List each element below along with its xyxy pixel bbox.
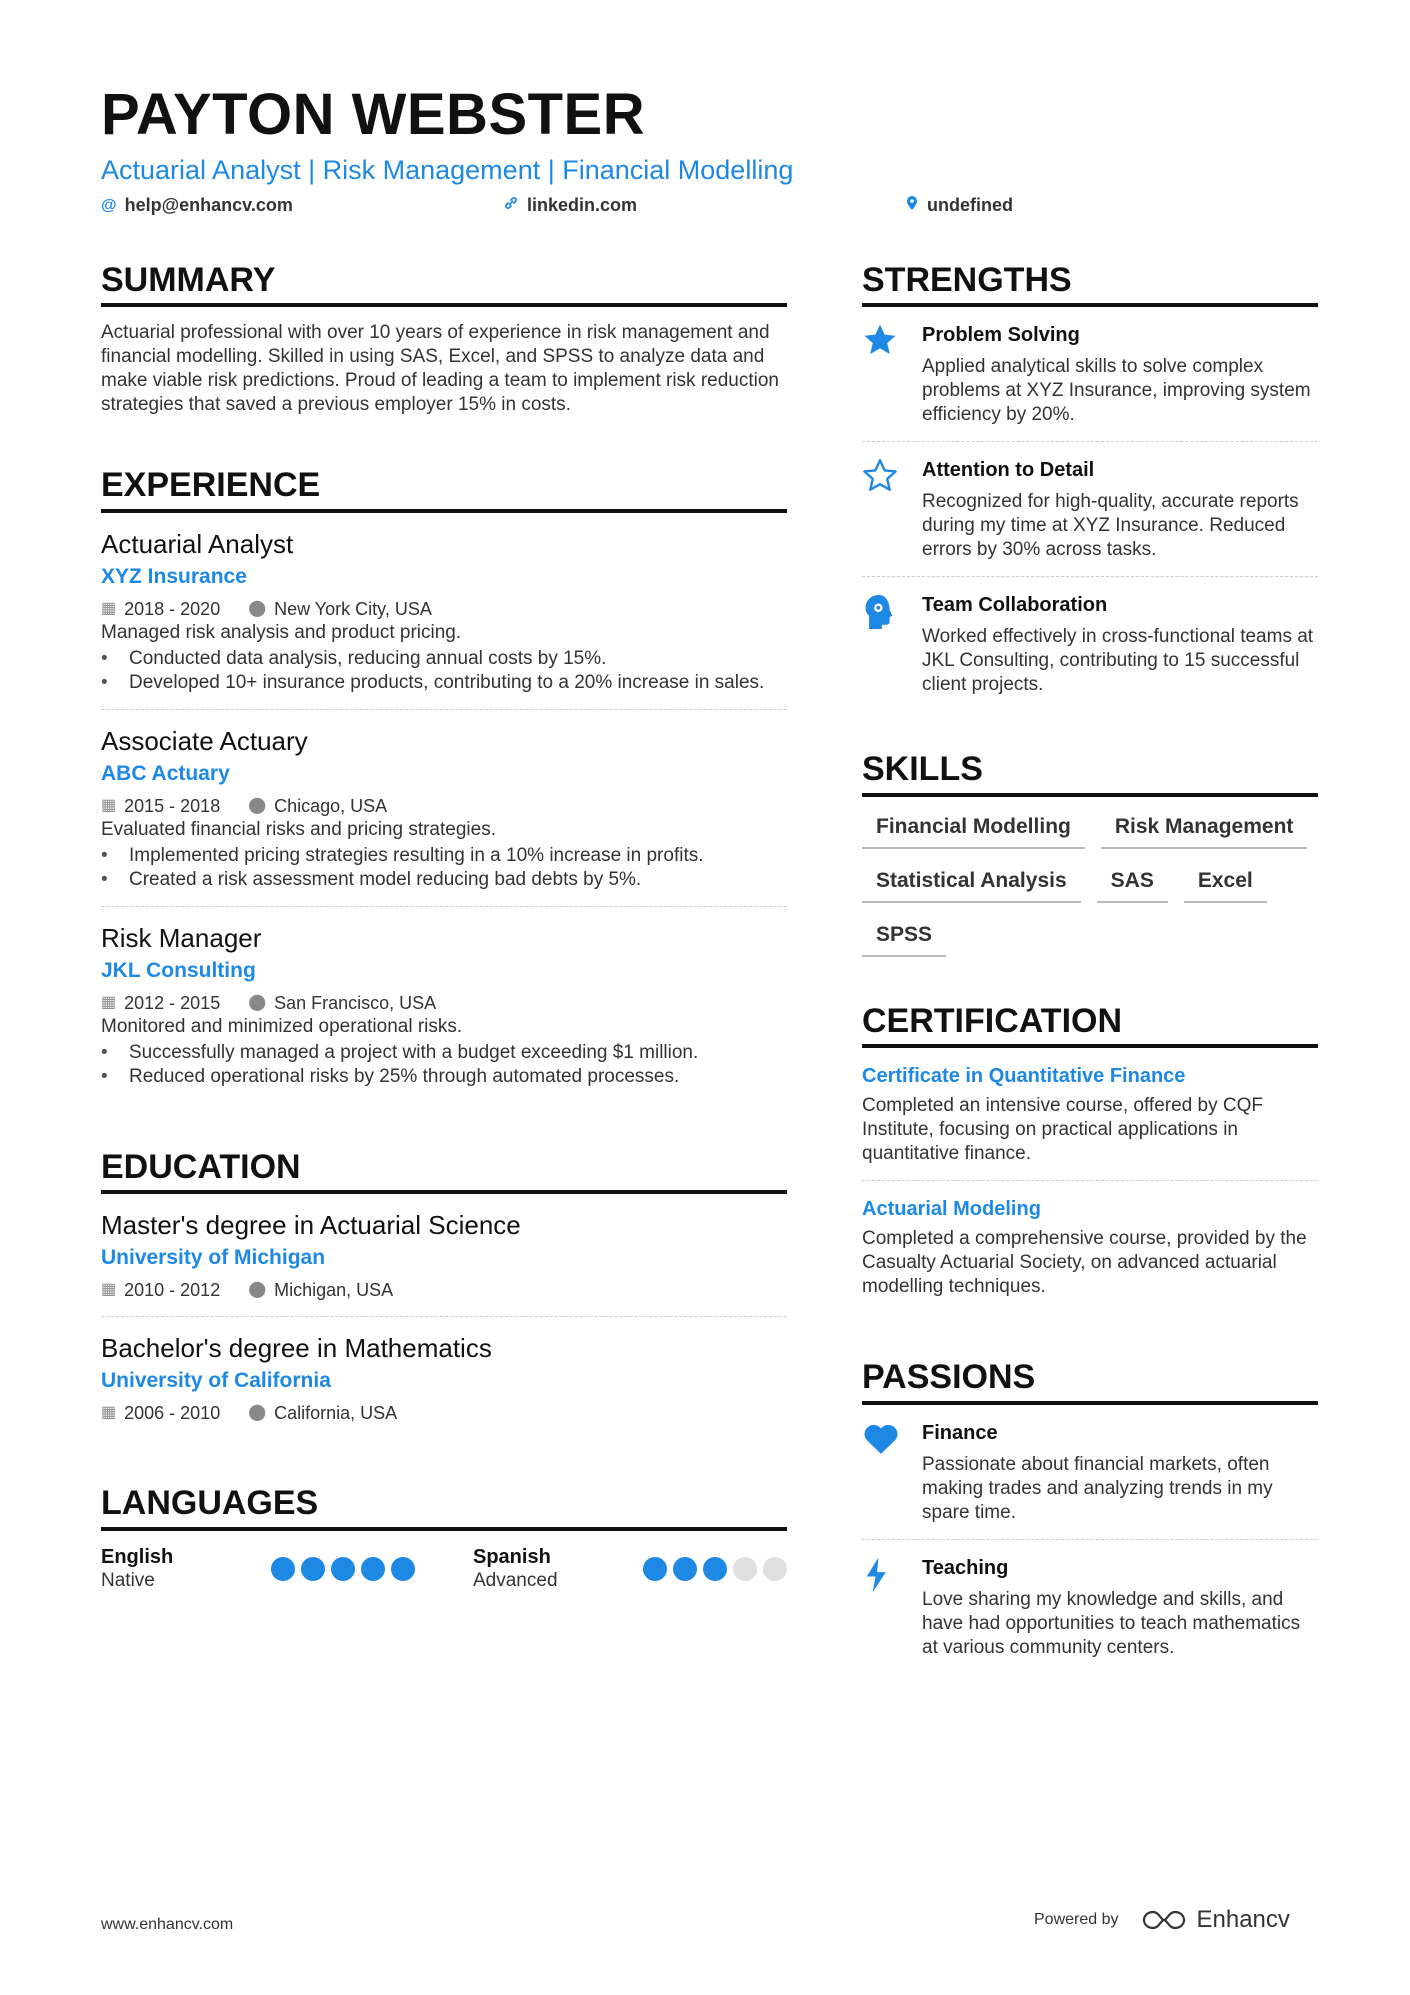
job-meta xyxy=(101,597,787,621)
job-dates: 2018 - 2020 xyxy=(124,598,221,619)
skill-list xyxy=(862,811,1318,957)
summary-section xyxy=(101,262,787,417)
job-bullet: • Reduced operational risks by 25% through automated processes. xyxy=(101,1065,787,1089)
strength-description: Applied analytical skills to solve complex problems at XYZ Insurance, improving system efficiency by 20%. xyxy=(922,356,1311,426)
powered-by-label: Powered by xyxy=(1034,1911,1119,1928)
job-bullet: • Created a risk assessment model reducing bad debts by 5%. xyxy=(101,868,787,892)
job-title: Actuarial Analyst xyxy=(101,528,294,559)
head-gear-icon xyxy=(862,591,902,697)
company-name: ABC Actuary xyxy=(101,761,230,785)
degree-title: Bachelor's degree in Mathematics xyxy=(101,1333,492,1364)
strength-title: Problem Solving xyxy=(922,324,1080,347)
enhancv-logo[interactable] xyxy=(1141,1906,1290,1934)
strength-description: Worked effectively in cross-functional teams at JKL Consulting, contributing to 15 successful client projects. xyxy=(922,626,1314,696)
section-title-certification: CERTIFICATION xyxy=(862,1003,1318,1048)
rating-dot-filled xyxy=(643,1557,667,1581)
footer-branding xyxy=(1034,1906,1290,1934)
section-title-summary: SUMMARY xyxy=(101,262,787,307)
calendar-icon: ▦ xyxy=(101,993,117,1011)
job-description: Managed risk analysis and product pricing. xyxy=(101,621,462,643)
language-name: Spanish xyxy=(473,1545,551,1568)
heart-icon xyxy=(862,1419,902,1525)
education-meta xyxy=(101,1278,787,1302)
calendar-icon: ▦ xyxy=(101,1281,117,1299)
map-pin-icon: ⬤ xyxy=(248,993,267,1011)
company-name: XYZ Insurance xyxy=(101,564,247,588)
rating-dot-filled xyxy=(331,1557,355,1581)
strength-item xyxy=(862,456,1318,577)
passion-description: Love sharing my knowledge and skills, and have had opportunities to teach mathematics at various community centers. xyxy=(922,1588,1301,1658)
job-bullet: • Successfully managed a project with a budget exceeding $1 million. xyxy=(101,1041,787,1065)
link-icon xyxy=(503,195,519,216)
section-title-education: EDUCATION xyxy=(101,1149,787,1194)
right-column xyxy=(862,262,1318,1674)
education-meta xyxy=(101,1401,787,1425)
section-title-strengths: STRENGTHS xyxy=(862,262,1318,307)
job-description: Evaluated financial risks and pricing strategies. xyxy=(101,818,496,840)
contact-location xyxy=(905,195,1013,216)
education-entry xyxy=(101,1208,787,1317)
lightning-icon xyxy=(862,1554,902,1660)
section-title-languages: LANGUAGES xyxy=(101,1485,787,1530)
candidate-tagline: Actuarial Analyst | Risk Management | Financial Modelling xyxy=(101,155,794,185)
strength-item xyxy=(862,591,1318,711)
job-location: San Francisco, USA xyxy=(274,992,437,1013)
job-entry xyxy=(101,724,787,907)
education-dates: 2006 - 2010 xyxy=(124,1403,221,1424)
strength-title: Attention to Detail xyxy=(922,459,1095,482)
job-dates: 2015 - 2018 xyxy=(124,795,221,816)
rating-dot-empty xyxy=(733,1557,757,1581)
certification-description: Completed a comprehensive course, provided by the Casualty Actuarial Society, on advanced actuarial modelling techniques. xyxy=(862,1228,1307,1298)
job-meta xyxy=(101,991,787,1015)
section-title-skills: SKILLS xyxy=(862,751,1318,796)
summary-text: Actuarial professional with over 10 years of experience in risk management and financial modelling. Skilled in using SAS, Excel, and SPSS to analyze data and make viable risk predictions. Proud of leading a team to implement risk reduction strategies that saved a previous employer 15% in costs. xyxy=(101,322,779,416)
strength-title: Team Collaboration xyxy=(922,594,1108,617)
rating-dot-filled xyxy=(673,1557,697,1581)
calendar-icon: ▦ xyxy=(101,1404,117,1422)
certification-title: Certificate in Quantitative Finance xyxy=(862,1065,1186,1088)
language-name: English xyxy=(101,1545,174,1568)
passion-title: Teaching xyxy=(922,1556,1009,1579)
rating-dot-filled xyxy=(361,1557,385,1581)
job-entry xyxy=(101,921,787,1103)
at-icon: @ xyxy=(101,196,117,214)
map-pin-icon: ⬤ xyxy=(248,1404,267,1422)
passions-section xyxy=(862,1359,1318,1673)
education-location: Michigan, USA xyxy=(274,1280,394,1301)
education-section xyxy=(101,1149,787,1439)
language-item xyxy=(101,1545,415,1593)
job-location: Chicago, USA xyxy=(274,795,388,816)
certification-section xyxy=(862,1003,1318,1313)
infinity-logo-icon xyxy=(1141,1908,1187,1932)
job-bullet: • Conducted data analysis, reducing annual costs by 15%. xyxy=(101,647,787,671)
passion-item xyxy=(862,1554,1318,1674)
star-outline-icon xyxy=(862,456,902,562)
passion-item xyxy=(862,1419,1318,1540)
job-dates: 2012 - 2015 xyxy=(124,992,221,1013)
strengths-section xyxy=(862,262,1318,711)
job-title: Risk Manager xyxy=(101,922,262,953)
job-bullets xyxy=(101,844,787,892)
skill-tag: Statistical Analysis xyxy=(862,865,1081,903)
job-description: Monitored and minimized operational risks. xyxy=(101,1015,463,1037)
contact-linkedin[interactable] xyxy=(503,195,637,216)
location-text: undefined xyxy=(927,195,1013,215)
map-pin-icon: ⬤ xyxy=(248,1281,267,1299)
job-bullets xyxy=(101,647,787,695)
strength-item xyxy=(862,321,1318,442)
rating-dot-filled xyxy=(703,1557,727,1581)
calendar-icon: ▦ xyxy=(101,796,117,814)
rating-dot-filled xyxy=(271,1557,295,1581)
job-meta xyxy=(101,794,787,818)
company-name: JKL Consulting xyxy=(101,958,256,982)
certification-item xyxy=(862,1062,1318,1181)
job-title: Associate Actuary xyxy=(101,725,308,756)
degree-title: Master's degree in Actuarial Science xyxy=(101,1210,521,1241)
language-list xyxy=(101,1545,787,1593)
job-entry xyxy=(101,527,787,710)
skills-section xyxy=(862,751,1318,956)
skill-tag: Excel xyxy=(1184,865,1267,903)
section-title-experience: EXPERIENCE xyxy=(101,467,787,512)
passion-description: Passionate about financial markets, often making trades and analyzing trends in my spare time. xyxy=(922,1453,1273,1523)
candidate-name: PAYTON WEBSTER xyxy=(101,82,646,147)
map-pin-icon xyxy=(905,195,919,216)
contact-bar xyxy=(101,195,1301,219)
language-rating xyxy=(271,1557,415,1581)
strength-description: Recognized for high-quality, accurate reports during my time at XYZ Insurance. Reduced errors by 30% across tasks. xyxy=(922,491,1299,561)
languages-section xyxy=(101,1485,787,1592)
certification-title: Actuarial Modeling xyxy=(862,1198,1041,1221)
language-rating xyxy=(643,1557,787,1581)
language-level: Native xyxy=(101,1569,155,1591)
job-bullets xyxy=(101,1041,787,1089)
certification-description: Completed an intensive course, offered by CQF Institute, focusing on practical applications in quantitative finance. xyxy=(862,1095,1263,1165)
rating-dot-filled xyxy=(391,1557,415,1581)
left-column xyxy=(101,262,787,1593)
rating-dot-empty xyxy=(763,1557,787,1581)
experience-section xyxy=(101,467,787,1102)
contact-email[interactable] xyxy=(101,195,293,216)
star-filled-icon xyxy=(862,321,902,427)
email-text: help@enhancv.com xyxy=(124,195,293,215)
school-name: University of Michigan xyxy=(101,1246,326,1270)
job-bullet: • Implemented pricing strategies resulting in a 10% increase in profits. xyxy=(101,844,787,868)
map-pin-icon: ⬤ xyxy=(248,599,267,617)
passion-title: Finance xyxy=(922,1421,998,1444)
language-item xyxy=(473,1545,787,1593)
school-name: University of California xyxy=(101,1369,331,1393)
calendar-icon: ▦ xyxy=(101,599,117,617)
education-dates: 2010 - 2012 xyxy=(124,1280,221,1301)
section-title-passions: PASSIONS xyxy=(862,1359,1318,1404)
language-level: Advanced xyxy=(473,1569,558,1591)
education-entry xyxy=(101,1331,787,1439)
brand-name: Enhancv xyxy=(1196,1906,1290,1933)
skill-tag: SPSS xyxy=(862,919,946,957)
certification-item xyxy=(862,1195,1318,1313)
map-pin-icon: ⬤ xyxy=(248,796,267,814)
job-bullet: • Developed 10+ insurance products, contributing to a 20% increase in sales. xyxy=(101,671,787,695)
rating-dot-filled xyxy=(301,1557,325,1581)
footer-website[interactable]: www.enhancv.com xyxy=(101,1916,234,1933)
job-location: New York City, USA xyxy=(274,598,432,619)
linkedin-text: linkedin.com xyxy=(527,195,638,215)
skill-tag: Financial Modelling xyxy=(862,811,1085,849)
skill-tag: Risk Management xyxy=(1101,811,1308,849)
education-location: California, USA xyxy=(274,1403,398,1424)
skill-tag: SAS xyxy=(1097,865,1168,903)
